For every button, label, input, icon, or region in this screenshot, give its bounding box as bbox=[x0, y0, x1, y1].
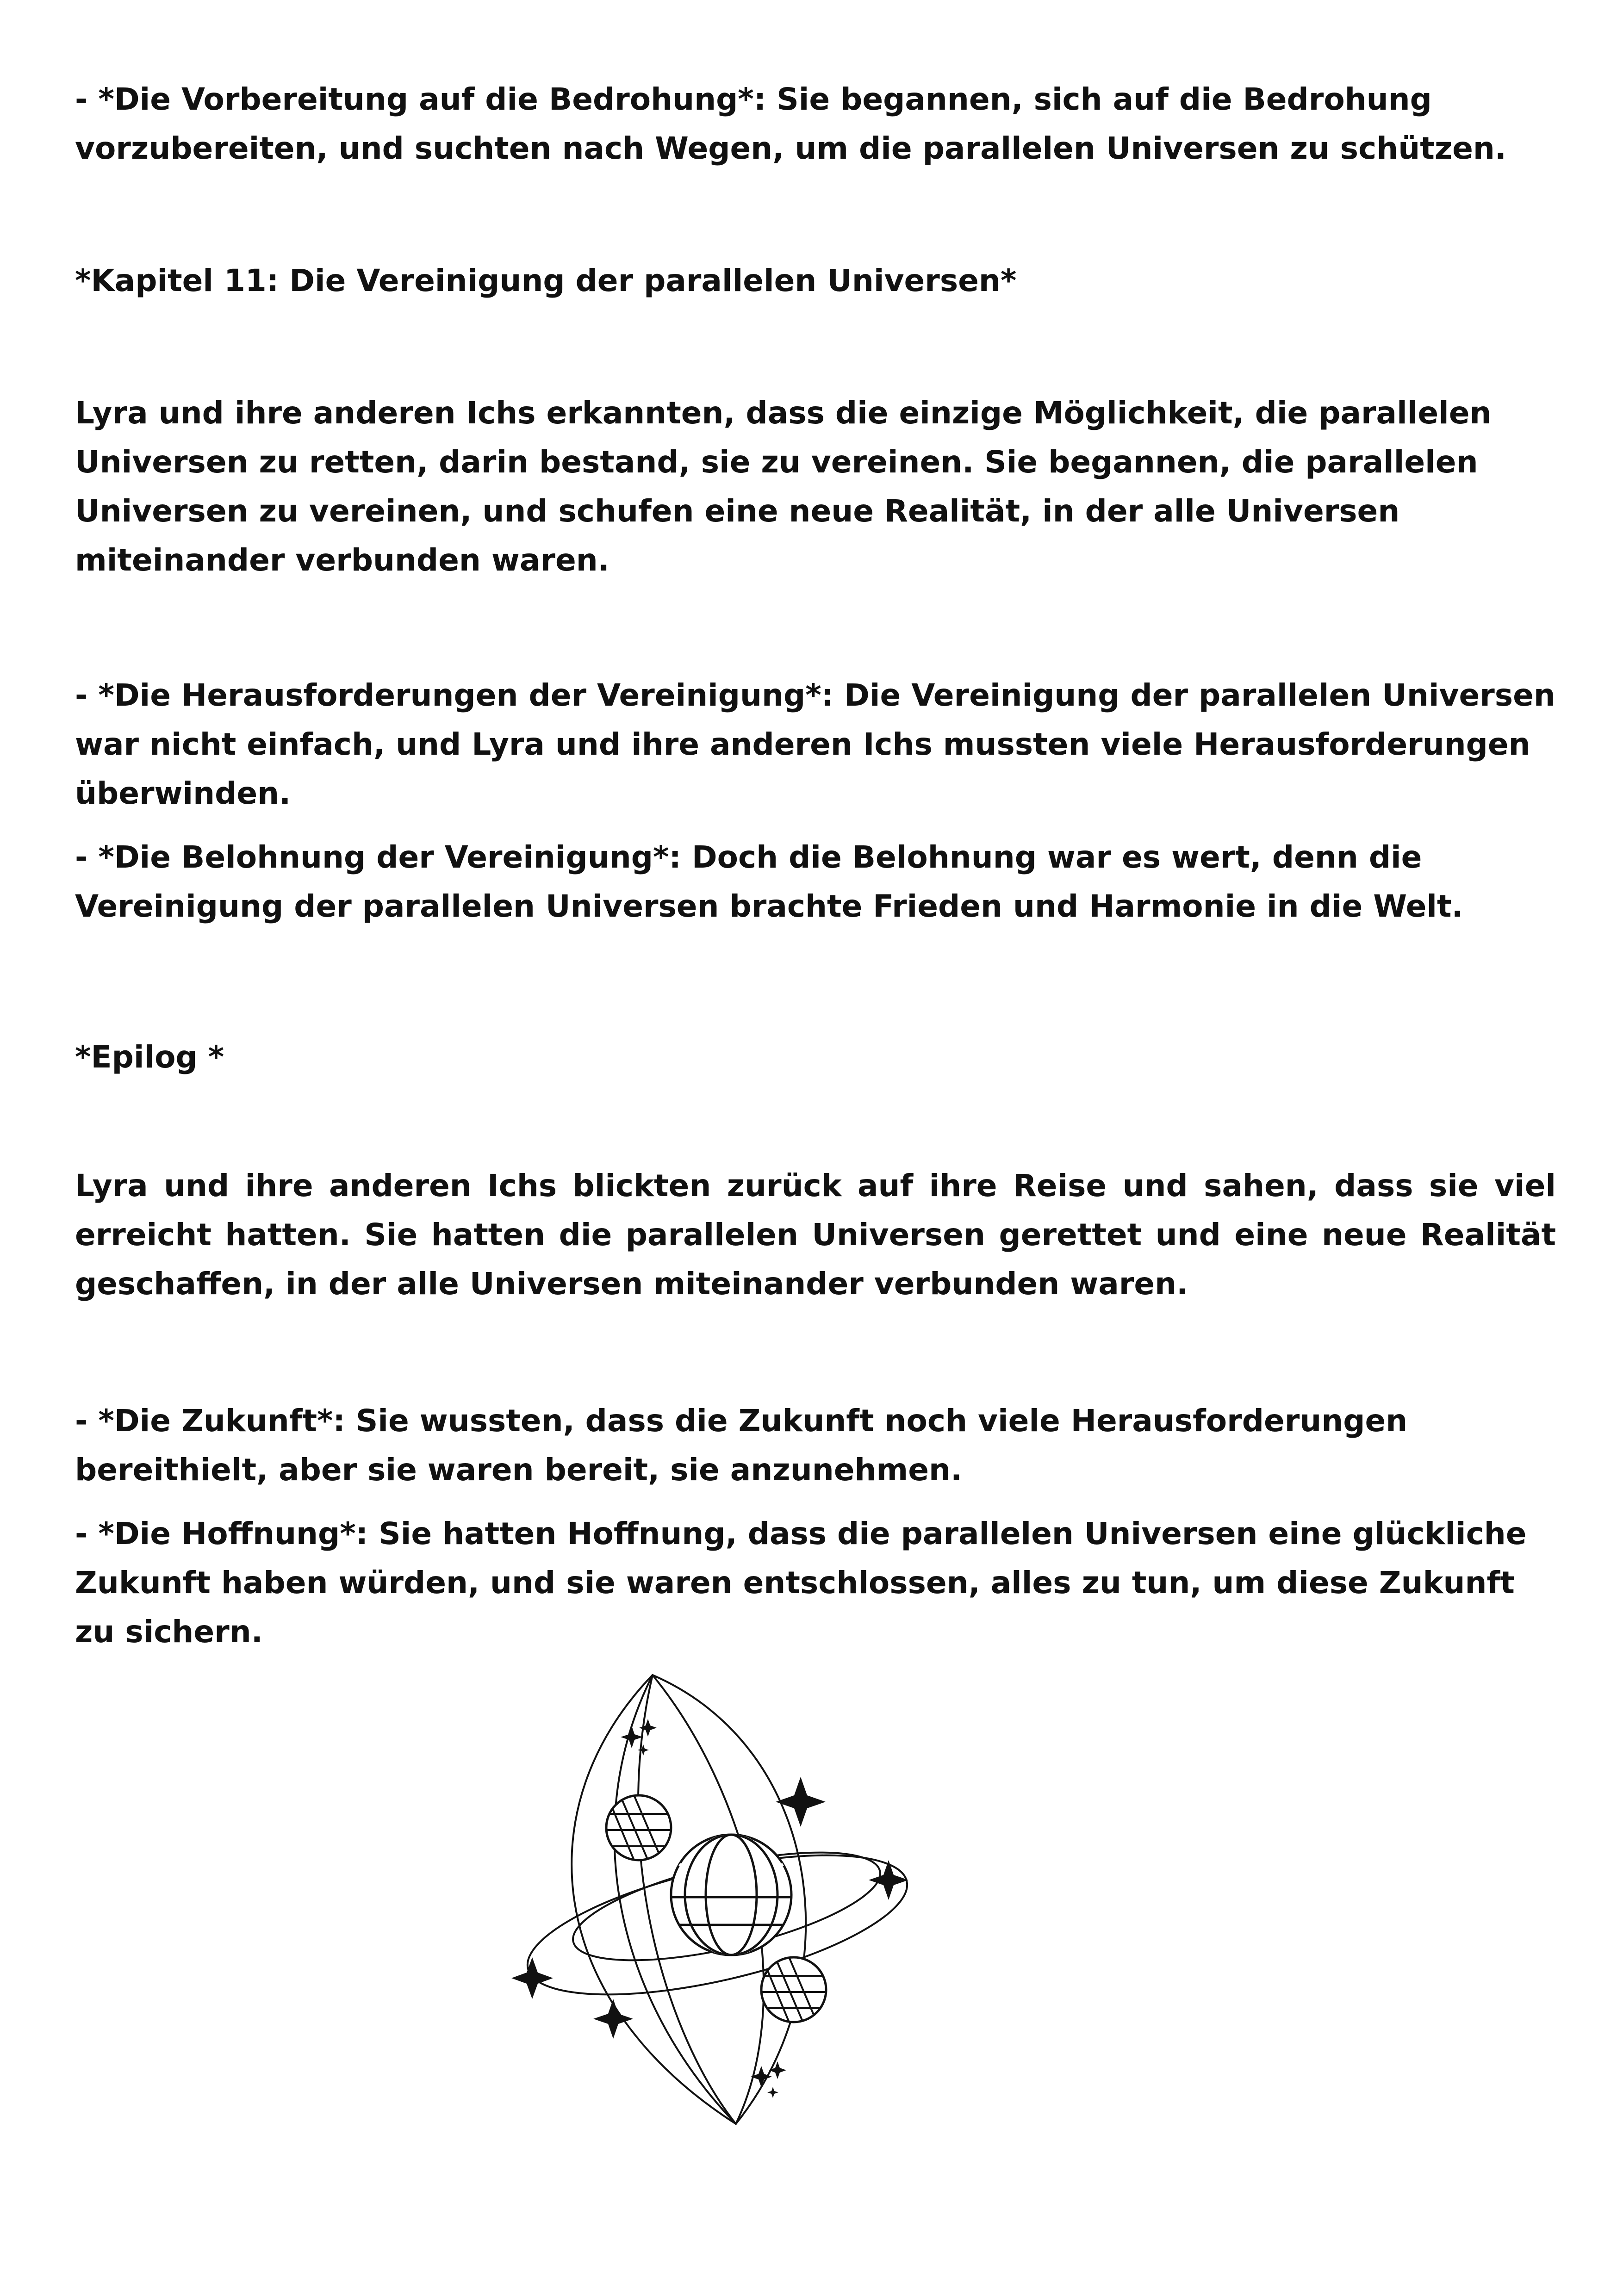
bullet-hoffnung: - *Die Hoffnung*: Sie hatten Hoffnung, dass die parallelen Universen eine glückliche Zukunft haben würden, und sie waren entschlossen, alles zu tun, um diese Zukunft zu sichern. bbox=[75, 1516, 1527, 1650]
epilog-heading: *Epilog * bbox=[75, 1039, 224, 1075]
bullet-herausforderungen: - *Die Herausforderungen der Vereinigung*: Die Vereinigung der parallelen Universen war nicht einfach, und Lyra und ihre anderen Ichs mussten viele Herausforderungen überwinden. bbox=[75, 677, 1555, 811]
bullet-zukunft: - *Die Zukunft*: Sie wussten, dass die Zukunft noch viele Herausforderungen bereithielt, aber sie waren bereit, sie anzunehmen. bbox=[75, 1403, 1408, 1488]
bullet-belohnung: - *Die Belohnung der Vereinigung*: Doch die Belohnung war es wert, denn die Vereinigung der parallelen Universen brachte Frieden und Harmonie in die Welt. bbox=[75, 839, 1463, 924]
paragraph-vereinigung: Lyra und ihre anderen Ichs erkannten, dass die einzige Möglichkeit, die parallelen Universen zu retten, darin bestand, sie zu vereinen. Sie begannen, die parallelen Universen zu vereinen, und schufen eine neue Realität, in der alle Universen miteinander verbunden waren. bbox=[75, 395, 1492, 578]
planet-orbit-icon bbox=[500, 1647, 935, 2147]
chapter-11-heading: *Kapitel 11: Die Vereinigung der parallelen Universen* bbox=[75, 263, 1017, 298]
bullet-vorbereitung: - *Die Vorbereitung auf die Bedrohung*: Sie begannen, sich auf die Bedrohung vorzubereiten, und suchten nach Wegen, um die parallelen Universen zu schützen. bbox=[75, 81, 1506, 166]
paragraph-epilog: Lyra und ihre anderen Ichs blickten zurück auf ihre Reise und sahen, dass sie viel erreicht hatten. Sie hatten die parallelen Universen gerettet und eine neue Realität geschaffen, in der alle Universen miteinander verbunden waren. bbox=[75, 1168, 1556, 1302]
